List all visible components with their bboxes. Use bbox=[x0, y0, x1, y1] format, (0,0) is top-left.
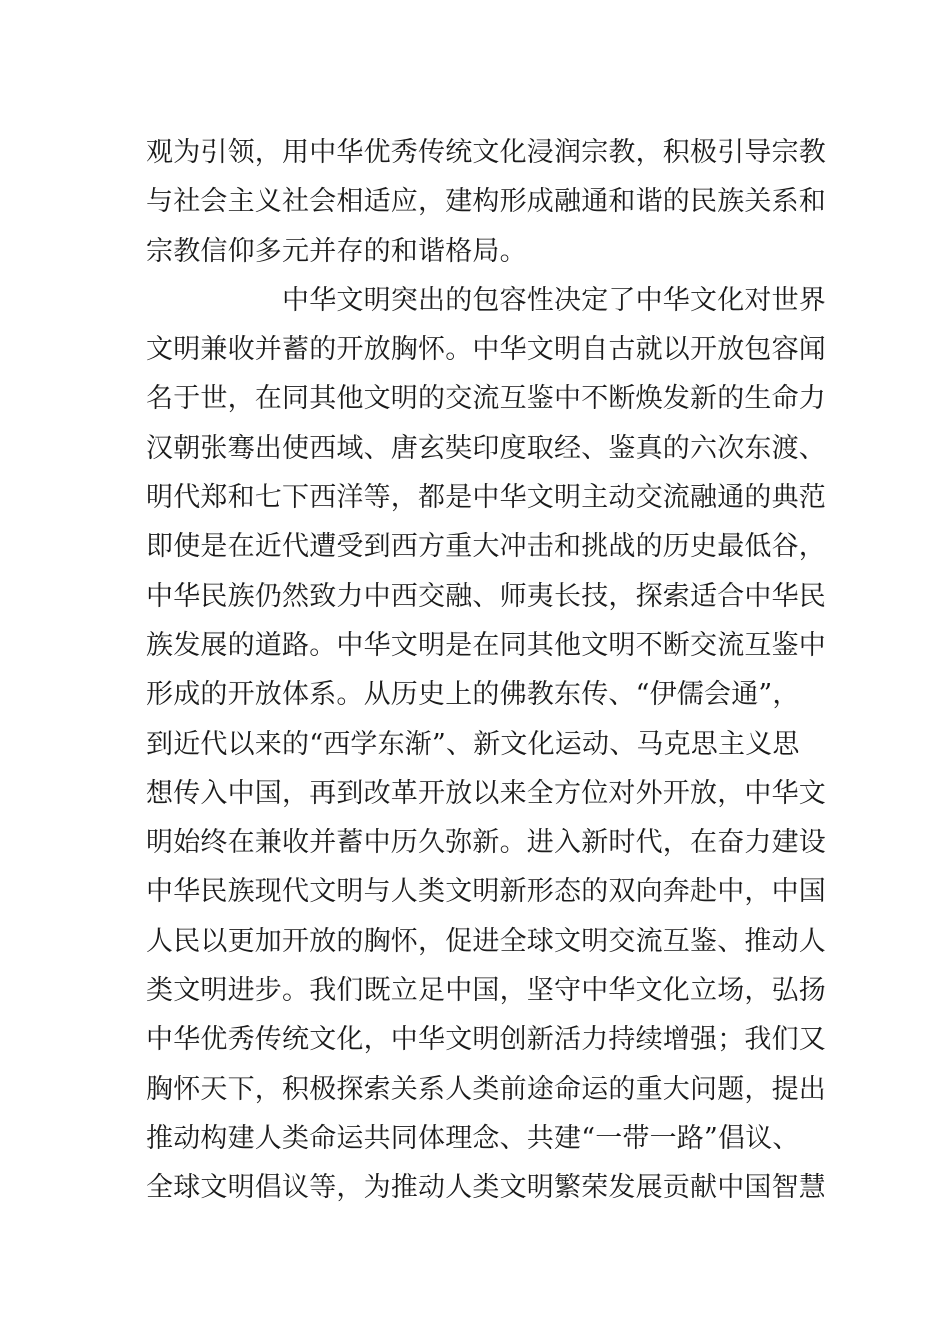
paragraph-2-line: 人民以更加开放的胸怀，促进全球文明交流互鉴、推动人 bbox=[146, 925, 826, 957]
paragraph-2-line: 即使是在近代遭受到西方重大冲击和挑战的历史最低谷， bbox=[146, 531, 826, 563]
paragraph-2-line: 中华优秀传统文化，中华文明创新活力持续增强；我们又 bbox=[146, 1024, 826, 1056]
paragraph-2-line: 中华民族仍然致力中西交融、师夷长技，探索适合中华民 bbox=[146, 580, 826, 612]
paragraph-2-line: 想传入中国，再到改革开放以来全方位对外开放，中华文 bbox=[146, 777, 826, 809]
paragraph-2-line: 名于世，在同其他文明的交流互鉴中不断焕发新的生命力 bbox=[146, 383, 826, 415]
paragraph-2-first-line: 中华文明突出的包容性决定了中华文化对世界 bbox=[282, 284, 826, 316]
paragraph-1-line: 与社会主义社会相适应，建构形成融通和谐的民族关系和 bbox=[146, 186, 826, 218]
paragraph-1-line: 宗教信仰多元并存的和谐格局。 bbox=[146, 235, 527, 267]
paragraph-2-line: 全球文明倡议等，为推动人类文明繁荣发展贡献中国智慧 bbox=[146, 1172, 826, 1204]
paragraph-2-line: 推动构建人类命运共同体理念、共建“一带一路”倡议、 bbox=[146, 1122, 800, 1154]
paragraph-2-line: 文明兼收并蓄的开放胸怀。中华文明自古就以开放包容闻 bbox=[146, 334, 826, 366]
paragraph-2-line: 到近代以来的“西学东渐”、新文化运动、马克思主义思 bbox=[146, 728, 800, 760]
paragraph-2-line: 中华民族现代文明与人类文明新形态的双向奔赴中，中国 bbox=[146, 876, 826, 908]
paragraph-2-line: 明始终在兼收并蓄中历久弥新。进入新时代，在奋力建设 bbox=[146, 827, 826, 859]
paragraph-2-line: 汉朝张骞出使西域、唐玄奘印度取经、鉴真的六次东渡、 bbox=[146, 432, 826, 464]
paragraph-1-line: 观为引领，用中华优秀传统文化浸润宗教，积极引导宗教 bbox=[146, 137, 826, 168]
document-body bbox=[146, 128, 826, 1213]
paragraph-2-line: 类文明进步。我们既立足中国，坚守中华文化立场，弘扬 bbox=[146, 975, 826, 1007]
paragraph-2-line: 胸怀天下，积极探索关系人类前途命运的重大问题，提出 bbox=[146, 1073, 826, 1105]
paragraph-2-line: 明代郑和七下西洋等，都是中华文明主动交流融通的典范 bbox=[146, 482, 826, 514]
paragraph-2-line: 族发展的道路。中华文明是在同其他文明不断交流互鉴中 bbox=[146, 629, 826, 661]
paragraph-2-line: 形成的开放体系。从历史上的佛教东传、“伊儒会通”， bbox=[146, 679, 800, 711]
